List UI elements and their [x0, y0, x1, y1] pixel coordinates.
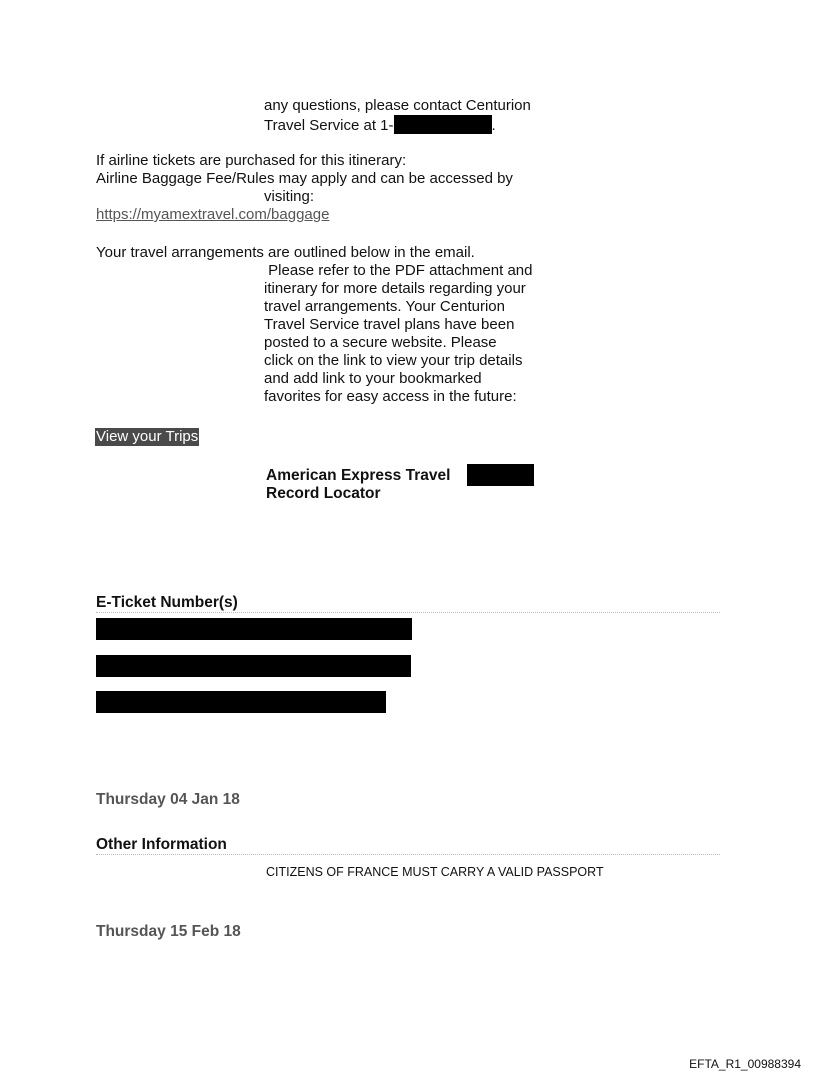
arrangements-para-6: click on the link to view your trip details	[264, 352, 523, 369]
other-info-text: CITIZENS OF FRANCE MUST CARRY A VALID PASSPORT	[266, 865, 604, 879]
other-info-divider	[96, 854, 720, 855]
intro-line-2-prefix: Travel Service at 1-	[264, 117, 394, 134]
baggage-link[interactable]: https://myamextravel.com/baggage	[96, 206, 330, 223]
arrangements-para-7: and add link to your bookmarked	[264, 370, 482, 387]
date-heading-1: Thursday 04 Jan 18	[96, 791, 240, 808]
date-heading-2: Thursday 15 Feb 18	[96, 923, 241, 940]
baggage-line-1: If airline tickets are purchased for this itinerary:	[96, 152, 407, 169]
eticket-divider	[96, 612, 720, 613]
record-locator-line-1: American Express Travel	[266, 467, 451, 484]
intro-line-1: any questions, please contact Centurion	[264, 97, 531, 114]
arrangements-para-8: favorites for easy access in the future:	[264, 388, 517, 405]
intro-line-2	[264, 115, 496, 136]
eticket-redaction-2	[96, 655, 411, 677]
arrangements-para-2: itinerary for more details regarding your	[264, 280, 526, 297]
footer-doc-id: EFTA_R1_00988394	[689, 1057, 801, 1071]
baggage-line-3: visiting:	[264, 188, 315, 205]
arrangements-para-5: posted to a secure website. Please	[264, 334, 497, 351]
view-your-trips-button[interactable]: View your Trips	[96, 428, 199, 445]
arrangements-line-1: Your travel arrangements are outlined below in the email.	[96, 244, 475, 261]
eticket-redaction-3	[96, 691, 386, 713]
arrangements-para-3: travel arrangements. Your Centurion	[264, 298, 505, 315]
record-locator-line-2: Record Locator	[266, 485, 381, 502]
other-info-heading: Other Information	[96, 836, 227, 853]
phone-redaction	[394, 115, 492, 134]
baggage-line-2: Airline Baggage Fee/Rules may apply and can be accessed by	[96, 170, 513, 187]
eticket-redaction-1	[96, 618, 412, 640]
arrangements-para-1: Please refer to the PDF attachment and	[264, 262, 533, 279]
record-locator-redaction	[467, 464, 534, 486]
eticket-heading: E-Ticket Number(s)	[96, 594, 238, 611]
arrangements-para-4: Travel Service travel plans have been	[264, 316, 515, 333]
intro-line-2-suffix: .	[491, 117, 496, 134]
